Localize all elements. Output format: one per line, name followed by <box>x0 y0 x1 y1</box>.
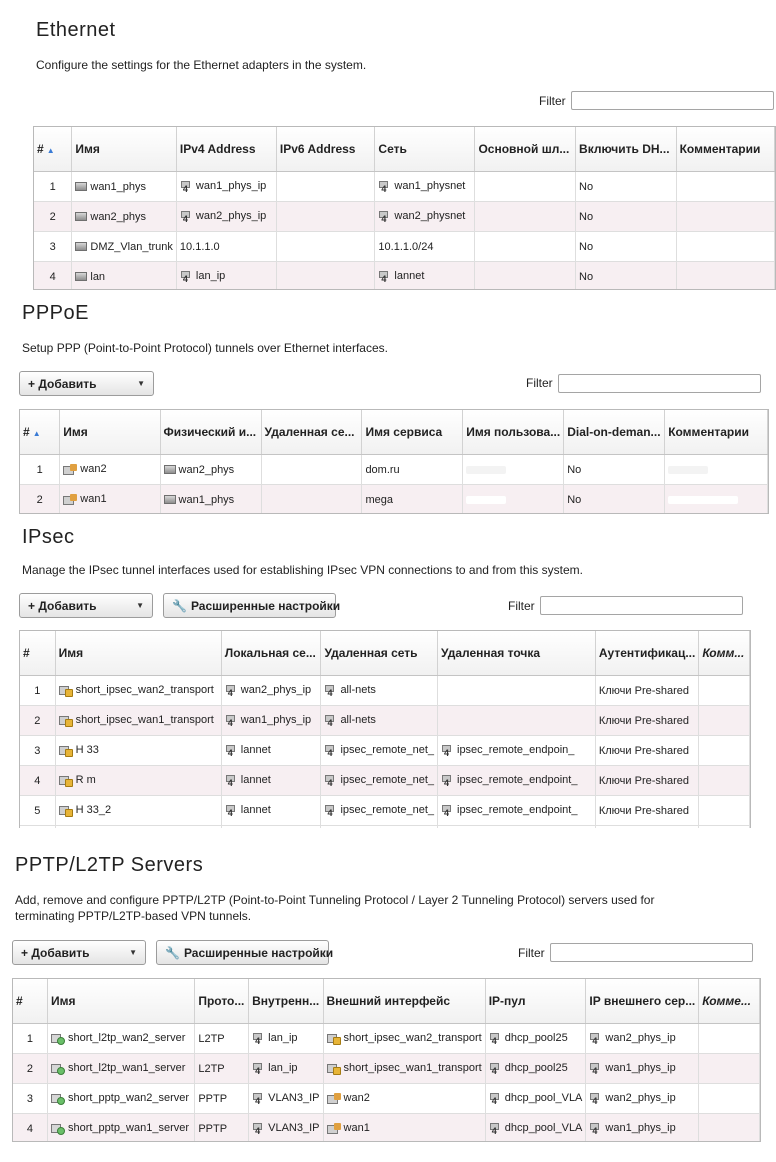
column-header-number[interactable]: # ▲ <box>20 410 60 455</box>
table-row[interactable] <box>20 485 768 515</box>
pptp-l2tp-description-line2: terminating PPTP/L2TP-based VPN tunnels. <box>15 909 252 923</box>
table-row[interactable] <box>20 706 750 736</box>
ip-address-icon <box>180 271 193 283</box>
ip-address-icon <box>378 181 391 193</box>
authentication-cell: Ключи Pre-shared <box>595 736 698 766</box>
ipsec-description: Manage the IPsec tunnel interfaces used for establishing IPsec VPN connections to and from this system. <box>22 563 583 577</box>
ip-address-icon <box>489 1063 502 1075</box>
ipsec-title: IPsec <box>22 526 75 548</box>
ip-pool-cell: 4 dhcp_pool25 <box>485 1054 586 1084</box>
ipv4-cell: 4 wan2_phys_ip <box>176 202 276 232</box>
pppoe-tunnel-icon <box>327 1123 341 1135</box>
column-header-physical-interface[interactable]: Физический и... <box>160 410 261 455</box>
pppoe-tunnel-icon <box>63 494 77 506</box>
ethernet-table <box>33 126 776 290</box>
column-header-network[interactable]: Сеть <box>375 127 475 172</box>
inner-ip-cell: 4 lan_ip <box>249 1024 323 1054</box>
local-network-cell: 4 wan2_phys_ip <box>221 676 321 706</box>
row-number: 1 <box>34 172 72 202</box>
ipv4-cell: 4 lan_ip <box>176 262 276 291</box>
column-header-remote-network[interactable]: Удаленная сеть <box>321 631 438 676</box>
name-cell[interactable]: short_l2tp_wan1_server <box>47 1054 194 1084</box>
ethernet-interface-icon <box>75 272 87 281</box>
ethernet-interface-icon <box>75 182 87 191</box>
vpn-server-icon <box>51 1123 65 1135</box>
service-name-cell: mega <box>362 485 463 515</box>
username-cell <box>463 455 564 485</box>
column-header-comments[interactable]: Комме... <box>699 979 760 1024</box>
chevron-down-icon: ▼ <box>137 379 145 388</box>
row-number: 2 <box>34 202 72 232</box>
dhcp-cell: No <box>576 172 677 202</box>
comment-cell <box>676 232 774 262</box>
pppoe-table <box>19 409 769 514</box>
remote-network-cell <box>261 485 362 515</box>
comment-cell <box>676 262 774 291</box>
row-number: 1 <box>13 1024 47 1054</box>
protocol-cell: L2TP <box>195 1024 249 1054</box>
ethernet-interface-icon <box>75 242 87 251</box>
pppoe-add-button[interactable]: + Добавить ▼ <box>19 371 154 396</box>
authentication-cell: Ключи Pre-shared <box>595 766 698 796</box>
pptp-l2tp-section <box>0 828 776 1162</box>
table-row[interactable] <box>34 202 775 232</box>
table-row[interactable] <box>34 172 775 202</box>
ip-address-icon <box>225 775 238 787</box>
ethernet-title: Ethernet <box>36 19 116 41</box>
ip-address-icon <box>324 745 337 757</box>
table-row[interactable] <box>13 1084 760 1114</box>
pptp-l2tp-description-line1: Add, remove and configure PPTP/L2TP (Point-to-Point Tunneling Protocol / Layer 2 Tunneling Protocol) servers used for <box>15 893 655 907</box>
remote-network-cell: 4 ipsec_remote_net_ <box>321 736 438 766</box>
column-header-comments[interactable]: Комментарии <box>676 127 774 172</box>
comment-cell <box>665 455 768 485</box>
name-cell[interactable]: H 33_2 <box>55 796 221 826</box>
ip-address-icon <box>324 685 337 697</box>
external-interface-cell: wan2 <box>323 1084 485 1114</box>
ip-address-icon <box>441 775 454 787</box>
ip-address-icon <box>324 715 337 727</box>
vpn-server-icon <box>51 1063 65 1075</box>
wrench-icon: 🔧 <box>172 598 187 613</box>
external-server-ip-cell: 4 wan1_phys_ip <box>586 1054 699 1084</box>
dhcp-cell: No <box>576 202 677 232</box>
ip-address-icon <box>225 745 238 757</box>
ipv4-cell: 10.1.1.0 <box>176 232 276 262</box>
ethernet-interface-icon <box>75 212 87 221</box>
ip-address-icon <box>225 685 238 697</box>
row-number: 3 <box>20 736 55 766</box>
ethernet-interface-icon <box>164 495 176 504</box>
pptp-add-button[interactable]: + Добавить ▼ <box>12 940 146 965</box>
row-number: 2 <box>20 485 60 515</box>
ip-address-icon <box>378 211 391 223</box>
vpn-server-icon <box>51 1033 65 1045</box>
comment-cell <box>699 1114 760 1143</box>
gateway-cell <box>475 262 576 291</box>
column-header-number[interactable]: # <box>20 631 55 676</box>
external-server-ip-cell: 4 wan1_phys_ip <box>586 1114 699 1143</box>
ipsec-tunnel-icon <box>59 745 73 757</box>
authentication-cell: Ключи Pre-shared <box>595 796 698 826</box>
username-cell <box>463 485 564 515</box>
local-network-cell: 4 lannet <box>221 796 321 826</box>
ip-address-icon <box>324 775 337 787</box>
name-cell[interactable]: wan1_phys <box>72 172 177 202</box>
ipv6-cell <box>276 202 375 232</box>
comment-cell <box>699 736 750 766</box>
row-number: 5 <box>20 796 55 826</box>
column-header-dhcp[interactable]: Включить DH... <box>576 127 677 172</box>
table-row[interactable] <box>34 232 775 262</box>
local-network-cell: 4 lannet <box>221 736 321 766</box>
ipv6-cell <box>276 232 375 262</box>
comment-cell <box>699 706 750 736</box>
ipsec-add-button[interactable]: + Добавить ▼ <box>19 593 153 618</box>
table-row[interactable] <box>13 1024 760 1054</box>
physical-interface-cell: wan2_phys <box>160 455 261 485</box>
authentication-cell: Ключи Pre-shared <box>595 676 698 706</box>
local-network-cell: 4 lannet <box>221 766 321 796</box>
name-cell[interactable]: H 33 <box>55 736 221 766</box>
column-header-authentication[interactable]: Аутентификац... <box>595 631 698 676</box>
ipsec-tunnel-icon <box>327 1033 341 1045</box>
column-header-gateway[interactable]: Основной шл... <box>475 127 576 172</box>
ip-address-icon <box>252 1063 265 1075</box>
column-header-local-network[interactable]: Локальная се... <box>221 631 321 676</box>
name-cell[interactable]: short_ipsec_wan1_transport <box>55 706 221 736</box>
network-cell: 10.1.1.0/24 <box>375 232 475 262</box>
ethernet-filter-label: Filter <box>539 94 566 108</box>
column-header-external-server-ip[interactable]: IP внешнего сер... <box>586 979 699 1024</box>
comment-cell <box>699 796 750 826</box>
ip-address-icon <box>489 1093 502 1105</box>
comment-cell <box>676 172 774 202</box>
ip-address-icon <box>589 1123 602 1135</box>
column-header-external-interface[interactable]: Внешний интерфейс <box>323 979 485 1024</box>
redacted-mark <box>466 496 506 504</box>
dhcp-cell: No <box>576 232 677 262</box>
comment-cell <box>699 766 750 796</box>
ip-address-icon <box>589 1033 602 1045</box>
column-header-name[interactable]: Имя <box>47 979 194 1024</box>
redacted-mark <box>668 466 708 474</box>
table-row[interactable] <box>20 736 750 766</box>
protocol-cell: L2TP <box>195 1054 249 1084</box>
network-cell: 4 lannet <box>375 262 475 291</box>
row-number: 2 <box>13 1054 47 1084</box>
comment-cell <box>699 676 750 706</box>
name-cell[interactable]: short_pptp_wan2_server <box>47 1084 194 1114</box>
name-cell[interactable]: wan1 <box>60 485 160 515</box>
pppoe-description: Setup PPP (Point-to-Point Protocol) tunnels over Ethernet interfaces. <box>22 341 388 355</box>
ipsec-table <box>19 630 751 828</box>
dial-on-demand-cell: No <box>564 455 665 485</box>
column-header-number[interactable]: # <box>13 979 47 1024</box>
local-network-cell: 4 wan1_phys_ip <box>221 706 321 736</box>
ipsec-section <box>0 518 776 828</box>
ipsec-tunnel-icon <box>59 685 73 697</box>
row-number: 4 <box>13 1114 47 1143</box>
network-cell: 4 wan1_physnet <box>375 172 475 202</box>
service-name-cell: dom.ru <box>362 455 463 485</box>
pppoe-filter-label: Filter <box>526 376 553 390</box>
ipsec-tunnel-icon <box>59 775 73 787</box>
table-row[interactable] <box>20 766 750 796</box>
ip-address-icon <box>589 1063 602 1075</box>
ip-address-icon <box>324 805 337 817</box>
chevron-down-icon: ▼ <box>129 948 137 957</box>
gateway-cell <box>475 202 576 232</box>
remote-network-cell: 4 all-nets <box>321 676 438 706</box>
pptp-filter-label: Filter <box>518 946 545 960</box>
row-number: 1 <box>20 455 60 485</box>
table-row[interactable] <box>20 676 750 706</box>
gateway-cell <box>475 232 576 262</box>
inner-ip-cell: 4 VLAN3_IP <box>249 1114 323 1143</box>
ip-address-icon <box>489 1033 502 1045</box>
ip-address-icon <box>589 1093 602 1105</box>
column-header-ipv6[interactable]: IPv6 Address <box>276 127 375 172</box>
name-cell[interactable]: DMZ_Vlan_trunk <box>72 232 177 262</box>
dhcp-cell: No <box>576 262 677 291</box>
ip-address-icon <box>252 1123 265 1135</box>
remote-network-cell: 4 ipsec_remote_net_ <box>321 766 438 796</box>
external-interface-cell: short_ipsec_wan2_transport <box>323 1024 485 1054</box>
ethernet-interface-icon <box>164 465 176 474</box>
row-number: 3 <box>13 1084 47 1114</box>
gateway-cell <box>475 172 576 202</box>
comment-cell <box>699 1084 760 1114</box>
name-cell[interactable]: wan2_phys <box>72 202 177 232</box>
pppoe-title: PPPoE <box>22 302 89 324</box>
ethernet-section <box>0 0 776 292</box>
ip-address-icon <box>225 805 238 817</box>
pppoe-filter-input[interactable] <box>558 374 761 393</box>
external-server-ip-cell: 4 wan2_phys_ip <box>586 1084 699 1114</box>
column-header-name[interactable]: Имя <box>60 410 160 455</box>
pptp-l2tp-title: PPTP/L2TP Servers <box>15 854 204 876</box>
remote-endpoint-cell: 4 ipsec_remote_endpoint_ <box>438 796 596 826</box>
ipsec-filter-input[interactable] <box>540 596 743 615</box>
network-cell: 4 wan2_physnet <box>375 202 475 232</box>
redacted-mark <box>466 466 506 474</box>
row-number: 2 <box>20 706 55 736</box>
ip-address-icon <box>378 271 391 283</box>
remote-network-cell: 4 ipsec_remote_net_ <box>321 796 438 826</box>
comment-cell <box>676 202 774 232</box>
column-header-ip-pool[interactable]: IP-пул <box>485 979 586 1024</box>
name-cell[interactable]: short_pptp_wan1_server <box>47 1114 194 1143</box>
remote-endpoint-cell <box>438 676 596 706</box>
ipsec-advanced-settings-button[interactable]: 🔧 Расширенные настройки <box>163 593 336 618</box>
wrench-icon: 🔧 <box>165 945 180 960</box>
inner-ip-cell: 4 lan_ip <box>249 1054 323 1084</box>
column-header-service-name[interactable]: Имя сервиса <box>362 410 463 455</box>
row-number: 1 <box>20 676 55 706</box>
comment-cell <box>665 485 768 515</box>
name-cell[interactable]: short_l2tp_wan2_server <box>47 1024 194 1054</box>
ipv6-cell <box>276 262 375 291</box>
remote-endpoint-cell: 4 ipsec_remote_endpoint_ <box>438 766 596 796</box>
remote-endpoint-cell <box>438 706 596 736</box>
column-header-protocol[interactable]: Прото... <box>195 979 249 1024</box>
sort-ascending-icon: ▲ <box>32 429 41 438</box>
inner-ip-cell: 4 VLAN3_IP <box>249 1084 323 1114</box>
column-header-inner-ip[interactable]: Внутренн... <box>249 979 323 1024</box>
physical-interface-cell: wan1_phys <box>160 485 261 515</box>
column-header-number[interactable]: # ▲ <box>34 127 72 172</box>
ip-address-icon <box>252 1033 265 1045</box>
protocol-cell: PPTP <box>195 1084 249 1114</box>
ip-address-icon <box>180 211 193 223</box>
column-header-ipv4[interactable]: IPv4 Address <box>176 127 276 172</box>
remote-network-cell: 4 all-nets <box>321 706 438 736</box>
row-number: 4 <box>20 766 55 796</box>
table-row[interactable] <box>13 1054 760 1084</box>
column-header-comments[interactable]: Комм... <box>699 631 750 676</box>
remote-endpoint-cell: 4 ipsec_remote_endpoin_ <box>438 736 596 766</box>
pppoe-tunnel-icon <box>63 464 77 476</box>
ipsec-filter-label: Filter <box>508 599 535 613</box>
comment-cell <box>699 1054 760 1084</box>
chevron-down-icon: ▼ <box>136 601 144 610</box>
ipsec-tunnel-icon <box>59 715 73 727</box>
column-header-remote-endpoint[interactable]: Удаленная точка <box>438 631 596 676</box>
ip-address-icon <box>252 1093 265 1105</box>
ip-pool-cell: 4 dhcp_pool25 <box>485 1024 586 1054</box>
column-header-dial-on-demand[interactable]: Dial-on-deman... <box>564 410 665 455</box>
row-number: 3 <box>34 232 72 262</box>
external-server-ip-cell: 4 wan2_phys_ip <box>586 1024 699 1054</box>
authentication-cell: Ключи Pre-shared <box>595 706 698 736</box>
ip-pool-cell: 4 dhcp_pool_VLA <box>485 1084 586 1114</box>
ip-address-icon <box>441 805 454 817</box>
row-number: 4 <box>34 262 72 291</box>
ipsec-tunnel-icon <box>59 805 73 817</box>
ipsec-tunnel-icon <box>327 1063 341 1075</box>
column-header-name[interactable]: Имя <box>55 631 221 676</box>
ip-address-icon <box>180 181 193 193</box>
remote-network-cell <box>261 455 362 485</box>
column-header-remote-network[interactable]: Удаленная се... <box>261 410 362 455</box>
name-cell[interactable]: lan <box>72 262 177 291</box>
pptp-l2tp-table <box>12 978 761 1142</box>
ipv6-cell <box>276 172 375 202</box>
ip-address-icon <box>489 1123 502 1135</box>
table-row[interactable] <box>34 262 775 291</box>
name-cell[interactable]: R m <box>55 766 221 796</box>
ip-address-icon <box>441 745 454 757</box>
protocol-cell: PPTP <box>195 1114 249 1143</box>
column-header-comments[interactable]: Комментарии <box>665 410 768 455</box>
pppoe-tunnel-icon <box>327 1093 341 1105</box>
column-header-username[interactable]: Имя пользова... <box>463 410 564 455</box>
external-interface-cell: wan1 <box>323 1114 485 1143</box>
pppoe-section <box>0 292 776 518</box>
sort-ascending-icon: ▲ <box>46 146 55 155</box>
comment-cell <box>699 1024 760 1054</box>
pptp-filter-input[interactable] <box>550 943 753 962</box>
ipv4-cell: 4 wan1_phys_ip <box>176 172 276 202</box>
table-row[interactable] <box>20 455 768 485</box>
name-cell[interactable]: short_ipsec_wan2_transport <box>55 676 221 706</box>
table-row[interactable] <box>20 796 750 826</box>
dial-on-demand-cell: No <box>564 485 665 515</box>
redacted-mark <box>668 496 738 504</box>
column-header-name[interactable]: Имя <box>72 127 177 172</box>
ethernet-filter-input[interactable] <box>571 91 774 110</box>
ip-pool-cell: 4 dhcp_pool_VLA <box>485 1114 586 1143</box>
ip-address-icon <box>225 715 238 727</box>
pptp-advanced-settings-button[interactable]: 🔧 Расширенные настройки <box>156 940 329 965</box>
external-interface-cell: short_ipsec_wan1_transport <box>323 1054 485 1084</box>
ethernet-description: Configure the settings for the Ethernet adapters in the system. <box>36 58 367 72</box>
table-row[interactable] <box>13 1114 760 1143</box>
name-cell[interactable]: wan2 <box>60 455 160 485</box>
vpn-server-icon <box>51 1093 65 1105</box>
